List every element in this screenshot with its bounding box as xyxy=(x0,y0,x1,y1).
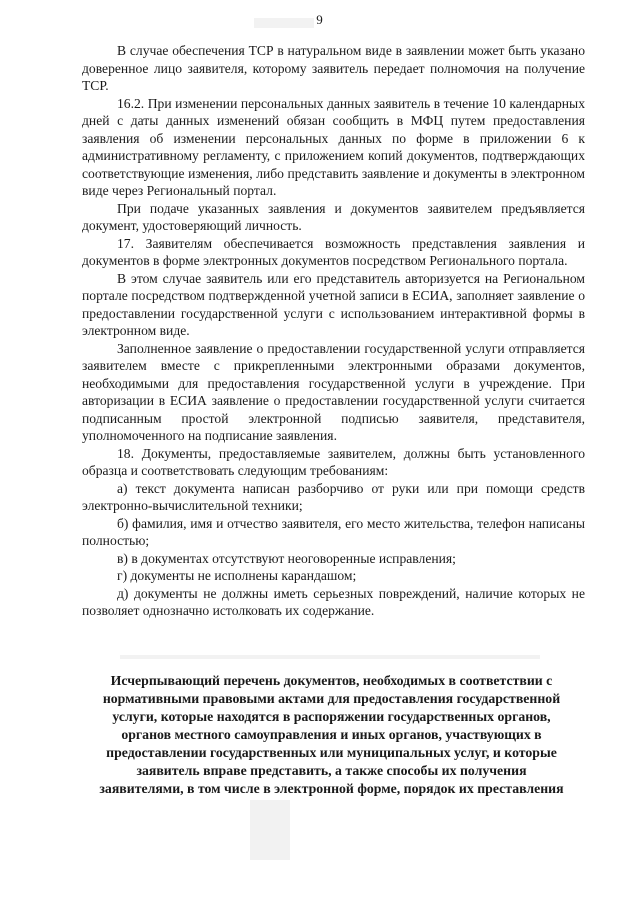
paragraph-identity-document: При подаче указанных заявления и документов заявителем предъявляется документ, удостоверяющий личность. xyxy=(82,200,585,233)
paragraph-esia-authorization: В этом случае заявитель или его представитель авторизуется на Региональном портале посредством подтвержденной учетной записи в ЕСИА, заполняет заявление о предоставлении государственной услуги с использованием интерактивной формы в электронном виде. xyxy=(82,270,585,338)
paragraph-tsr-trustee: В случае обеспечения ТСР в натуральном виде в заявлении может быть указано доверенное лицо заявителя, которому заявитель передает полномочия на получение ТСР. xyxy=(82,43,585,93)
requirement-item-b: б) фамилия, имя и отчество заявителя, его место жительства, телефон написаны полностью; xyxy=(82,515,585,548)
heading-line: заявитель вправе представить, а также способы их получения xyxy=(136,763,527,778)
paragraph-18: 18. Документы, предоставляемые заявителем, должны быть установленного образца и соответствовать следующим требованиям: xyxy=(82,445,585,478)
requirement-item-v: в) в документах отсутствуют неоговоренные исправления; xyxy=(117,550,456,566)
requirement-item-d: д) документы не должны иметь серьезных повреждений, наличие которых не позволяет однозначно истолковать их содержание. xyxy=(82,585,585,618)
heading-line: нормативными правовыми актами для предоставления государственной xyxy=(102,691,561,706)
requirement-item-g: г) документы не исполнены карандашом; xyxy=(117,568,357,583)
scan-artifact xyxy=(250,800,290,860)
scan-artifact xyxy=(120,655,540,659)
paragraph-17: 17. Заявителям обеспечивается возможность представления заявления и документов в форме электронных документов посредством Регионального портала. xyxy=(82,235,585,268)
section-heading xyxy=(74,672,589,798)
heading-line: предоставлении государственных или муниципальных услуг, и которые xyxy=(106,745,557,760)
heading-line: услуги, которые находятся в распоряжении государственных органов, xyxy=(112,709,551,724)
heading-line: органов местного самоуправления и иных органов, участвующих в xyxy=(121,727,542,742)
body-text xyxy=(82,42,585,620)
requirement-item-a: а) текст документа написан разборчиво от руки или при помощи средств электронно-вычислительной техники; xyxy=(82,480,585,513)
heading-line: заявителями, в том числе в электронной форме, порядок их преставления xyxy=(99,781,564,796)
paragraph-filled-application: Заполненное заявление о предоставлении государственной услуги отправляется заявителем вместе с прикрепленными электронными образами документов, необходимыми для предоставления государственной услуги в учреждение. При авторизации в ЕСИА заявление о предоставлении государственной услуги считается подписанным простой электронной подписью заявителя, представителя, уполномоченного на подписание заявления. xyxy=(82,340,585,443)
paragraph-16-2: 16.2. При изменении персональных данных заявитель в течение 10 календарных дней с даты данных изменений обязан сообщить в МФЦ путем предоставления заявления об изменении персональных данных по форме в приложении 6 к административному регламенту, с приложением копий документов, подтверждающих соответствующие изменения, либо представить заявление и документы в электронном виде через Региональный портал. xyxy=(82,95,585,198)
heading-line: Исчерпывающий перечень документов, необходимых в соответствии с xyxy=(110,673,553,688)
page-number: 9 xyxy=(316,12,323,27)
